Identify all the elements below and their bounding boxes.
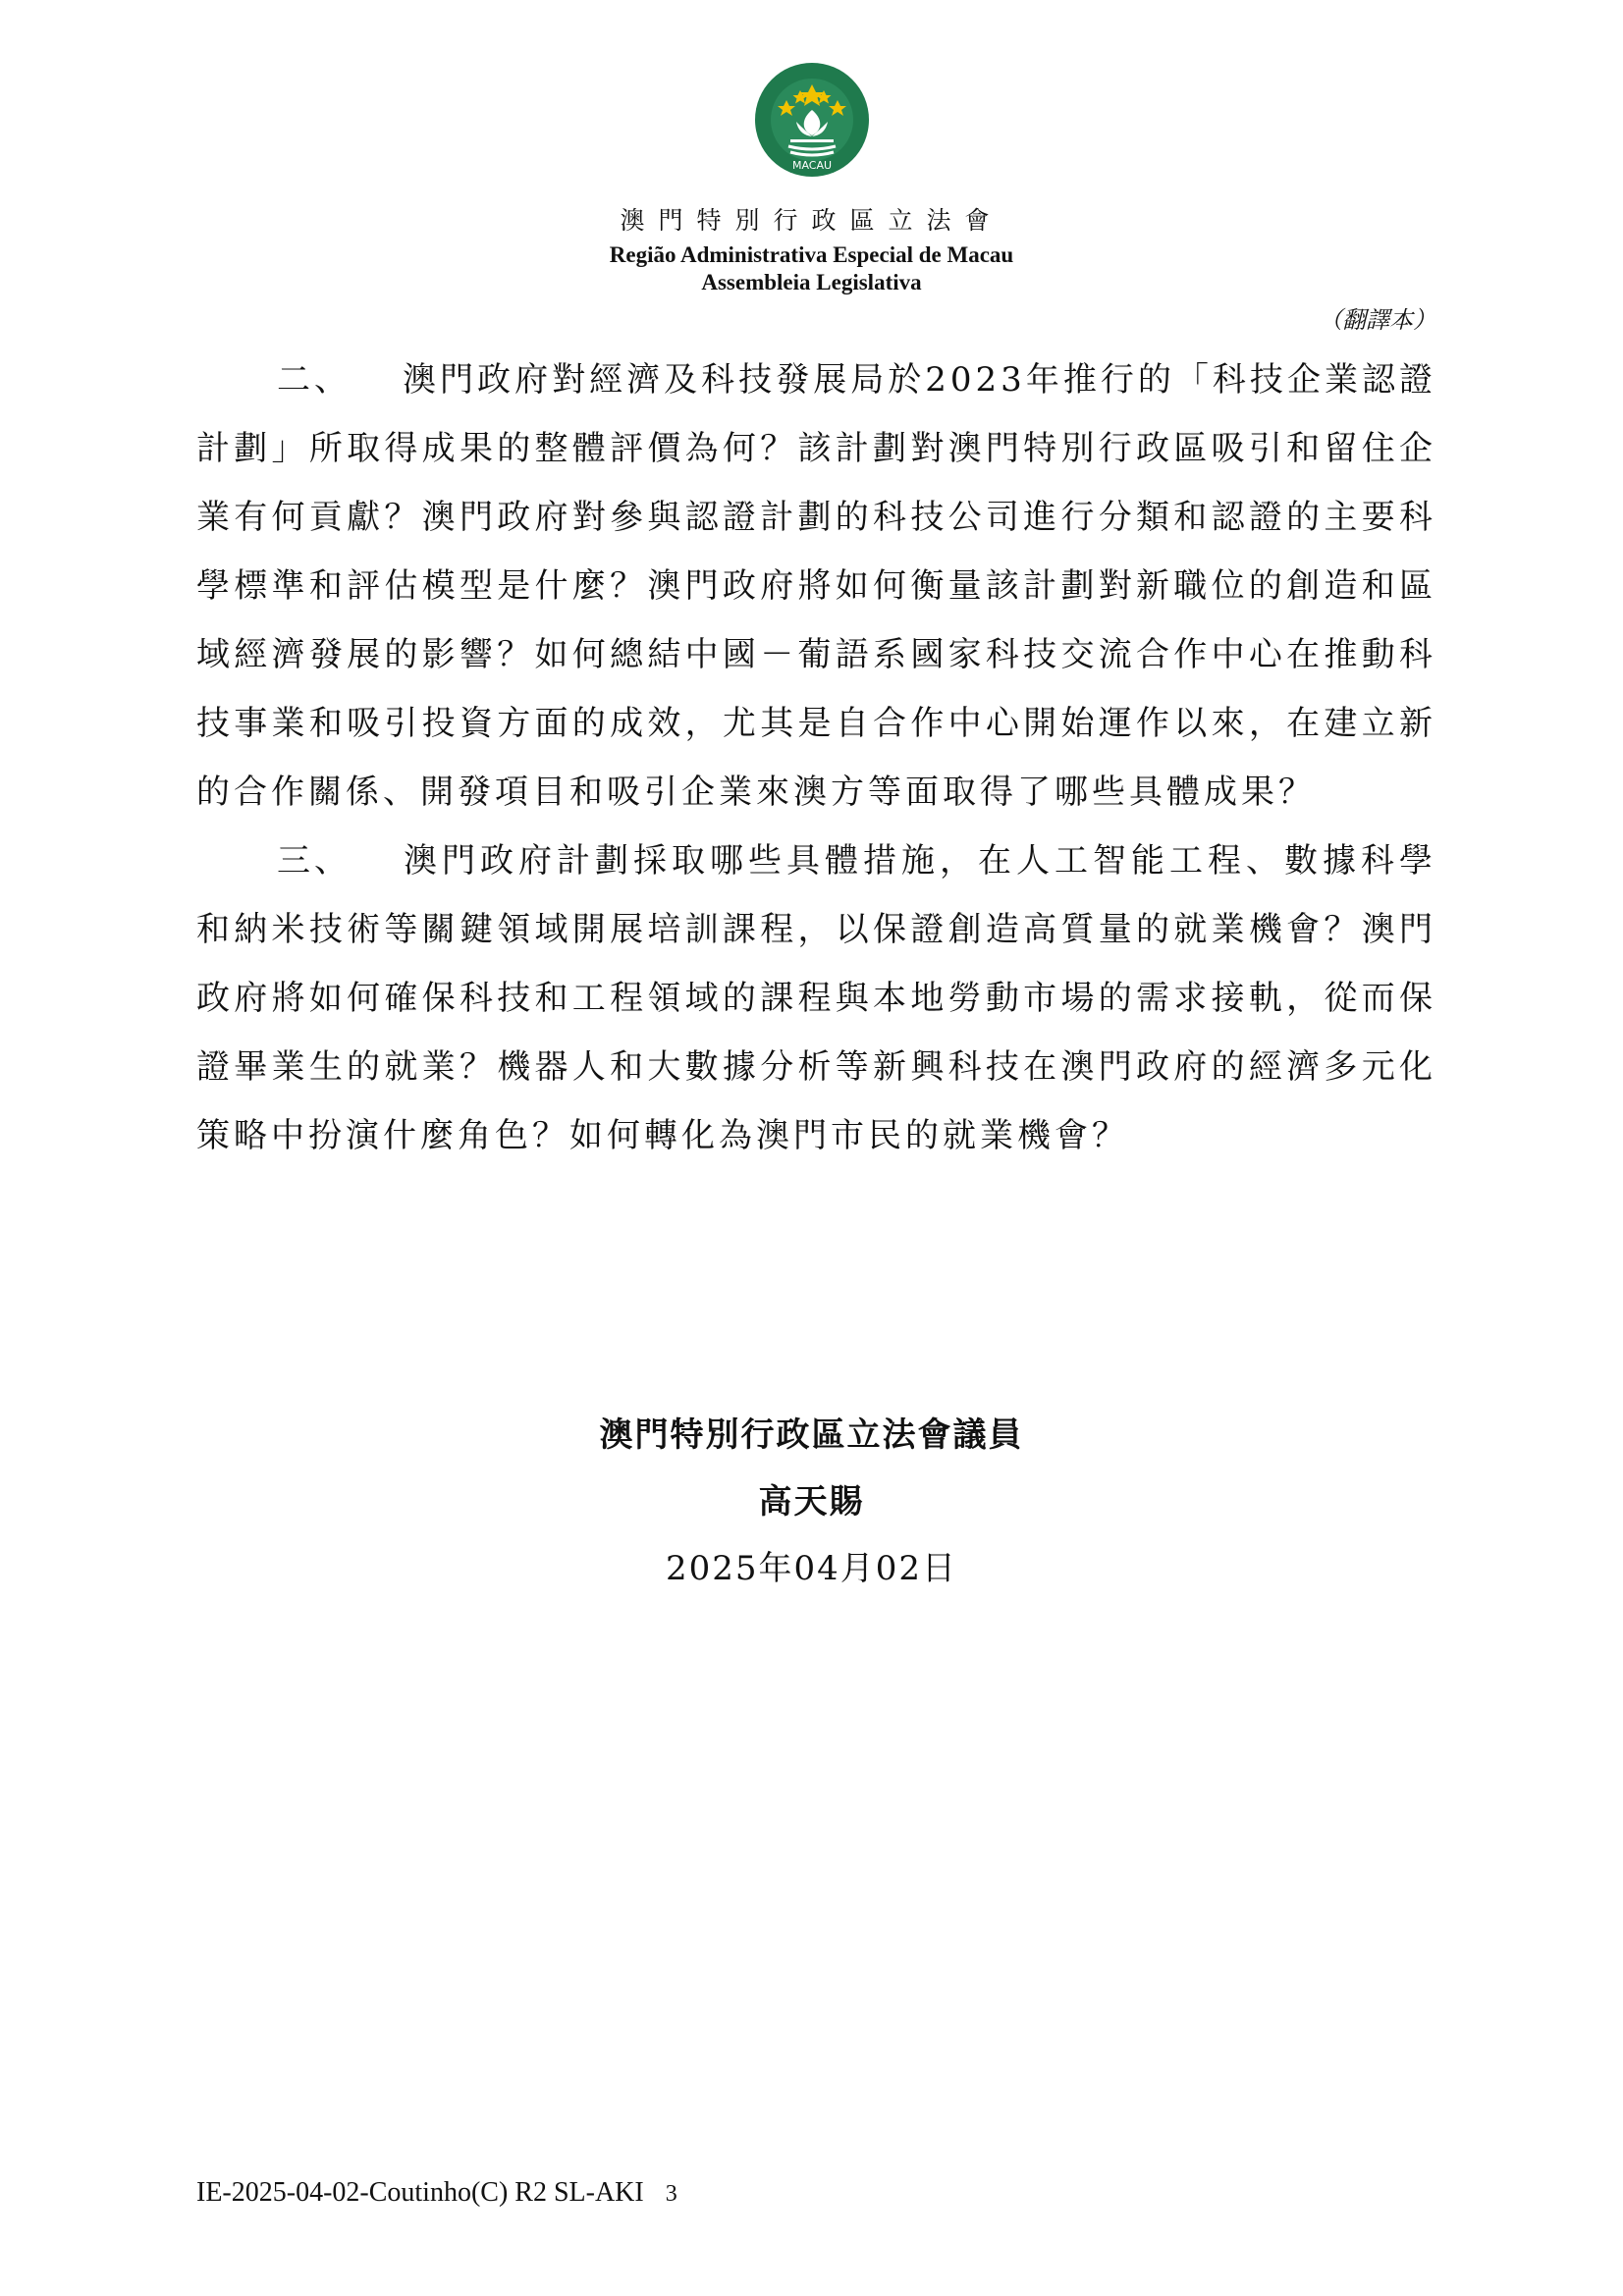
paragraph-number: 二、 [277,360,352,400]
signature-role: 澳門特別行政區立法會議員 [599,1415,1024,1455]
header-subtitle-portuguese: Assembleia Legislativa [701,270,922,294]
paragraph-text: 澳門政府對經濟及科技發展局於2023年推行的「科技企業認證計劃」所取得成果的整體評價為何？該計劃對澳門特別行政區吸引和留住企業有何貢獻？澳門政府對參與認證計劃的科技公司進行分類和認證的主要科學標準和評估模型是什麼？澳門政府將如何衡量該計劃對新職位的創造和區域經濟發展的影響？如何總結中國－葡語系國家科技交流合作中心在推動科技事業和吸引投資方面的成效，尤其是自合作中心開始運作以來，在建立新的合作關係、開發項目和吸引企業來澳方等面取得了哪些具體成果？ [196,360,1436,812]
paragraph-number: 三、 [277,841,352,881]
document-reference: IE-2025-04-02-Coutinho(C) R2 SL-AKI [196,2177,644,2208]
document-body [196,346,1436,1170]
translation-note: （翻譯本） [1319,306,1436,334]
emblem-text: MACAU [791,159,833,172]
page-number: 3 [665,2181,677,2207]
header-title-portuguese: Região Administrativa Especial de Macau [609,242,1014,267]
signature-date: 2025年04月02日 [665,1549,958,1588]
macau-emblem-icon [753,61,871,179]
header-title-chinese: 澳門特別行政區立法會 [620,206,1003,235]
paragraph-2 [196,346,1436,827]
signature-name: 高天賜 [758,1482,865,1522]
page-footer [196,2177,677,2209]
paragraph-3 [196,827,1436,1170]
paragraph-text: 澳門政府計劃採取哪些具體措施，在人工智能工程、數據科學和納米技術等關鍵領域開展培訓課程，以保證創造高質量的就業機會？澳門政府將如何確保科技和工程領域的課程與本地勞動市場的需求接軌，從而保證畢業生的就業？機器人和大數據分析等新興科技在澳門政府的經濟多元化策略中扮演什麼角色？如何轉化為澳門市民的就業機會？ [196,841,1436,1155]
